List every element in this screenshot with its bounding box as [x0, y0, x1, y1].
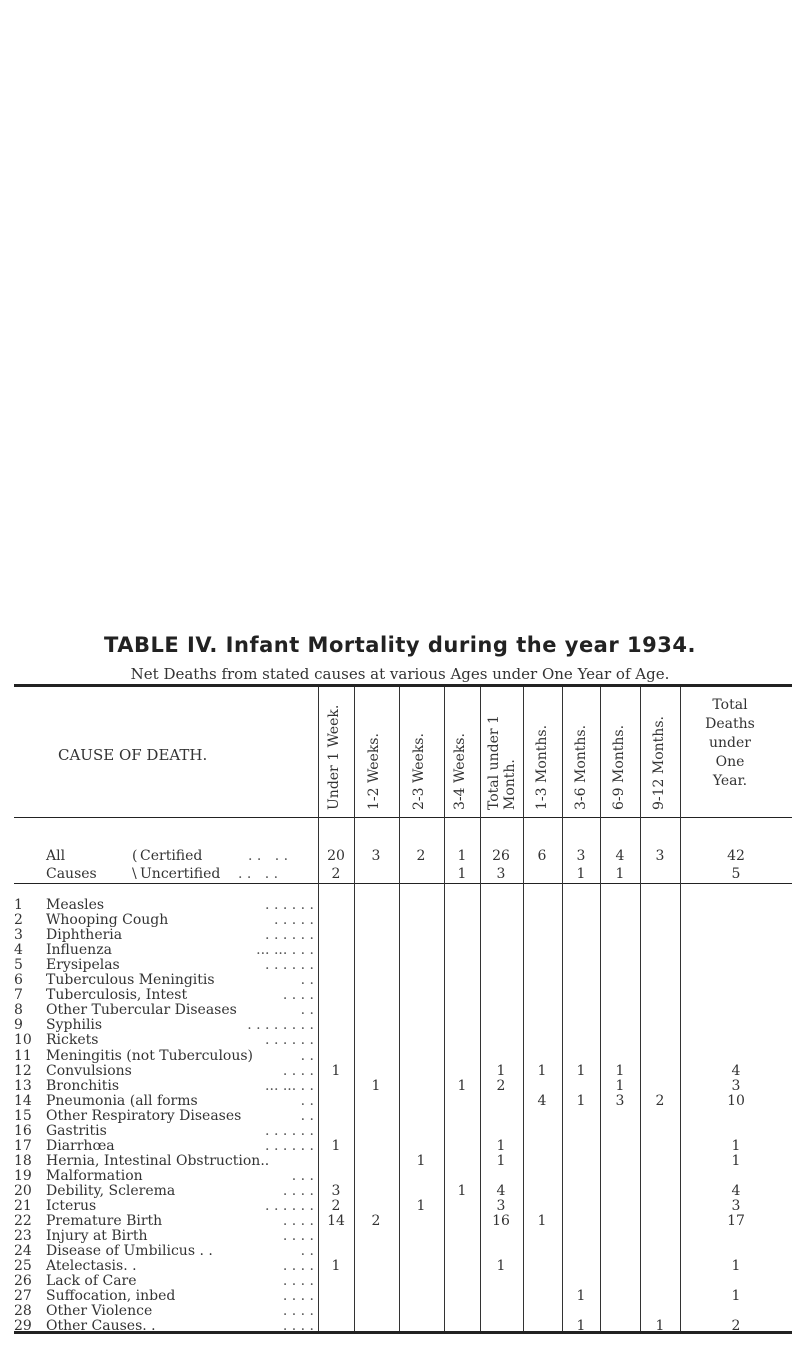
summary-value: 3 — [371, 848, 381, 864]
table-cell: 1 — [655, 1318, 665, 1335]
table-cell: 1 — [457, 1077, 467, 1094]
summary-value: 3 — [576, 848, 586, 864]
summary-value: 4 — [615, 848, 625, 864]
row-number: 5 — [14, 957, 23, 974]
table-cell: 1 — [537, 1213, 547, 1230]
table-cell: 1 — [496, 1062, 506, 1079]
col-header-total-under-1-month: Total under 1 Month. — [486, 715, 518, 810]
col-header-6-9-months: 6-9 Months. — [611, 724, 627, 810]
table-cell: 1 — [331, 1137, 341, 1154]
table-cell: 1 — [731, 1288, 741, 1305]
cause-label: Measles — [46, 897, 105, 913]
row-number: 27 — [14, 1288, 32, 1305]
table-subtitle: Net Deaths from stated causes at various Ages under One Year of Age. — [130, 665, 670, 683]
summary-value: 1 — [457, 866, 467, 882]
table-cell: 1 — [576, 1062, 586, 1079]
table-title: TABLE IV. Infant Mortality during the year 1934. — [104, 633, 696, 657]
leader-dots: . . . . — [282, 1062, 314, 1079]
table-cell: 3 — [496, 1198, 506, 1214]
table-cell: 3 — [615, 1092, 625, 1109]
col-header-3-4-weeks: 3-4 Weeks. — [452, 733, 468, 810]
col-header-2-3-weeks: 2-3 Weeks. — [411, 733, 427, 810]
summary-value: 5 — [731, 866, 741, 882]
leader-dots: . . — [300, 1107, 314, 1124]
cause-label: Gastritis — [46, 1122, 107, 1139]
table-cell: 17 — [727, 1213, 745, 1230]
leader-dots: ... ... . . . — [256, 942, 314, 959]
table-cell: 2 — [331, 1198, 341, 1214]
leader-dots: . . — [300, 1092, 314, 1109]
cause-label: Other Violence — [46, 1303, 153, 1320]
row-number: 18 — [14, 1152, 32, 1169]
all-causes-uncertified-row: Causes \ Uncertified . . . . — [46, 866, 279, 882]
leader-dots: . . . . . . — [265, 1198, 314, 1214]
row-number: 4 — [14, 942, 23, 959]
table-cell: 3 — [731, 1077, 741, 1094]
col-header-3-6-months: 3-6 Months. — [573, 724, 589, 810]
leader-dots: . . — [300, 1243, 314, 1260]
table-cell: 1 — [331, 1062, 341, 1079]
summary-value: 42 — [727, 848, 745, 864]
row-number: 28 — [14, 1303, 32, 1320]
leader-dots: . . . . — [282, 1182, 314, 1199]
row-number: 6 — [14, 972, 23, 989]
leader-dots: . . . . . . — [265, 1122, 314, 1139]
leader-dots: . . — [300, 1002, 314, 1019]
table-cell: 10 — [727, 1092, 745, 1109]
row-number: 10 — [14, 1032, 32, 1049]
row-number: 13 — [14, 1077, 32, 1094]
table-cell: 4 — [496, 1182, 506, 1199]
table-cell: 1 — [576, 1318, 586, 1335]
table-cell: 1 — [496, 1137, 506, 1154]
summary-value: 20 — [327, 848, 345, 864]
table-cell: 1 — [731, 1137, 741, 1154]
cause-label: Whooping Cough — [46, 912, 169, 929]
table-row — [0, 1318, 800, 1335]
cause-label: Meningitis (not Tuberculous) — [46, 1047, 254, 1064]
leader-dots: . . . . — [282, 1228, 314, 1245]
leader-dots: . . . . — [282, 1213, 314, 1230]
cause-label: Syphilis — [46, 1017, 103, 1034]
cause-label: Suffocation, inbed — [46, 1288, 176, 1305]
row-number: 9 — [14, 1017, 23, 1034]
table-cell: 1 — [496, 1152, 506, 1169]
table-cell: 1 — [615, 1077, 625, 1094]
row-number: 21 — [14, 1198, 32, 1214]
cause-label: Tuberculosis, Intest — [46, 987, 188, 1004]
leader-dots: . . . . — [282, 1258, 314, 1275]
row-number: 24 — [14, 1243, 32, 1260]
row-number: 20 — [14, 1182, 32, 1199]
row-number: 17 — [14, 1137, 32, 1154]
row-number: 16 — [14, 1122, 32, 1139]
summary-value: 3 — [655, 848, 665, 864]
table-cell: 1 — [576, 1288, 586, 1305]
table-cell: 2 — [655, 1092, 665, 1109]
cause-label: Pneumonia (all forms — [46, 1092, 198, 1109]
leader-dots: . . — [300, 972, 314, 989]
leader-dots: . . . . . . — [265, 1032, 314, 1049]
cause-label: Influenza — [46, 942, 112, 959]
leader-dots: . . . . . — [273, 912, 314, 929]
leader-dots: . . . . . . — [265, 957, 314, 974]
cause-label: Other Tubercular Diseases — [46, 1002, 237, 1019]
summary-value: 6 — [537, 848, 547, 864]
summary-value: 2 — [331, 866, 341, 882]
row-number: 25 — [14, 1258, 32, 1275]
table-cell: 2 — [496, 1077, 506, 1094]
row-number: 3 — [14, 927, 23, 944]
top-rule — [14, 684, 792, 687]
col-header-1-3-months: 1-3 Months. — [534, 724, 550, 810]
summary-value: 26 — [492, 848, 510, 864]
cause-label: Premature Birth — [46, 1213, 163, 1230]
summary-value: 1 — [615, 866, 625, 882]
col-header-9-12-months: 9-12 Months. — [651, 716, 667, 810]
col-header-1-2-weeks: 1-2 Weeks. — [366, 733, 382, 810]
cause-label: Atelectasis. . — [46, 1258, 137, 1275]
leader-dots: ... ... . . — [265, 1077, 314, 1094]
row-number: 14 — [14, 1092, 32, 1109]
row-number: 7 — [14, 987, 23, 1004]
cause-label: Disease of Umbilicus . . — [46, 1243, 213, 1260]
row-number: 29 — [14, 1318, 32, 1335]
leader-dots: . . . . — [282, 987, 314, 1004]
table-cell: 1 — [731, 1152, 741, 1169]
leader-dots: . . . . . . — [265, 897, 314, 913]
leader-dots: . . — [300, 1047, 314, 1064]
table-cell: 4 — [537, 1092, 547, 1109]
row-number: 1 — [14, 897, 23, 913]
table-cell: 3 — [331, 1182, 341, 1199]
header-rule — [14, 817, 792, 818]
row-number: 8 — [14, 1002, 23, 1019]
table-cell: 2 — [731, 1318, 741, 1335]
summary-rule — [14, 883, 792, 884]
total-header: Total Deaths under One Year. — [705, 697, 755, 789]
cause-label: Malformation — [46, 1167, 143, 1184]
cause-label: Debility, Sclerema — [46, 1182, 176, 1199]
cause-label: Rickets — [46, 1032, 99, 1049]
col-header-under-1-week: Under 1 Week. — [326, 704, 342, 810]
table-cell: 4 — [731, 1062, 741, 1079]
table-cell: 1 — [576, 1092, 586, 1109]
table-cell: 1 — [496, 1258, 506, 1275]
leader-dots: . . . — [291, 1167, 314, 1184]
table-cell: 14 — [327, 1213, 345, 1230]
row-number: 22 — [14, 1213, 32, 1230]
summary-value: 3 — [496, 866, 506, 882]
row-number: 19 — [14, 1167, 32, 1184]
table-cell: 1 — [537, 1062, 547, 1079]
cause-label: Erysipelas — [46, 957, 120, 974]
summary-value: 2 — [416, 848, 426, 864]
table-cell: 2 — [371, 1213, 381, 1230]
cause-label: Lack of Care — [46, 1273, 137, 1290]
cause-label: Bronchitis — [46, 1077, 120, 1094]
cause-label: Other Causes. . — [46, 1318, 156, 1335]
table-cell: 1 — [331, 1258, 341, 1275]
row-number: 11 — [14, 1047, 32, 1064]
leader-dots: . . . . — [282, 1288, 314, 1305]
table-cell: 1 — [416, 1152, 426, 1169]
row-number: 15 — [14, 1107, 32, 1124]
summary-value: 1 — [457, 848, 467, 864]
table-cell: 1 — [731, 1258, 741, 1275]
cause-label: Tuberculous Meningitis — [46, 972, 215, 989]
leader-dots: . . . . — [282, 1303, 314, 1320]
table-cell: 1 — [371, 1077, 381, 1094]
leader-dots: . . . . . . . . — [247, 1017, 314, 1034]
table-cell: 3 — [731, 1198, 741, 1214]
row-number: 12 — [14, 1062, 32, 1079]
cause-label: Convulsions — [46, 1062, 132, 1079]
cause-label: Other Respiratory Diseases — [46, 1107, 242, 1124]
cause-of-death-header: CAUSE OF DEATH. — [58, 746, 208, 764]
table-cell: 16 — [492, 1213, 510, 1230]
row-number: 23 — [14, 1228, 32, 1245]
row-number: 26 — [14, 1273, 32, 1290]
leader-dots: . . . . — [282, 1318, 314, 1335]
leader-dots: . . . . — [282, 1273, 314, 1290]
table-cell: 1 — [416, 1198, 426, 1214]
table-cell: 4 — [731, 1182, 741, 1199]
summary-value: 1 — [576, 866, 586, 882]
cause-label: Diarrhœa — [46, 1137, 115, 1154]
leader-dots: . . . . . . — [265, 1137, 314, 1154]
row-number: 2 — [14, 912, 23, 929]
cause-label: Hernia, Intestinal Obstruction.. — [46, 1152, 270, 1169]
cause-label: Diphtheria — [46, 927, 123, 944]
table-cell: 1 — [615, 1062, 625, 1079]
all-causes-certified-row: All ( Certified . . . . — [46, 848, 289, 864]
table-cell: 1 — [457, 1182, 467, 1199]
leader-dots: . . . . . . — [265, 927, 314, 944]
cause-label: Icterus — [46, 1198, 97, 1214]
cause-label: Injury at Birth — [46, 1228, 148, 1245]
